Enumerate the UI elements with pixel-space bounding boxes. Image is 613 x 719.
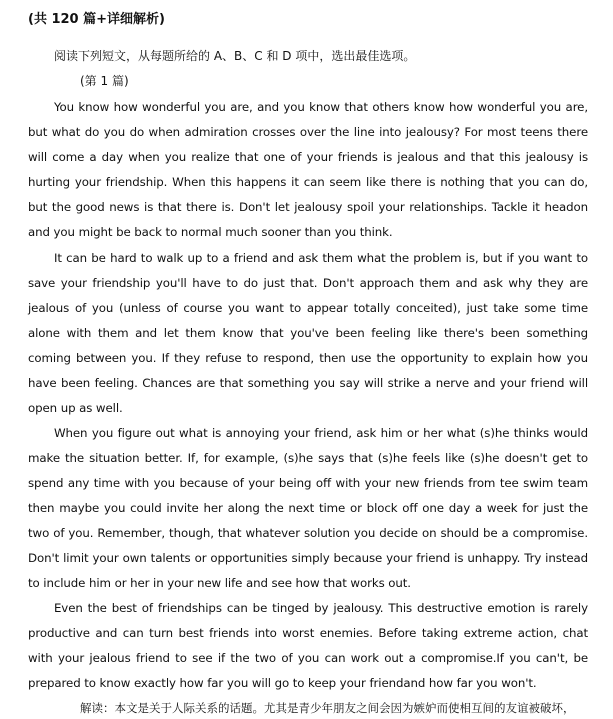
passage-paragraph-3: [28, 421, 588, 596]
paragraph-text: When you figure out what is annoying your friend, ask him or her what (s)he thinks would make the situation better. If, for example, (s)he says that (s)he feels like (s)he doesn't get to spend any time with you because of your being off with your new friends from tee swim team then maybe you could invite her along the next time or block off one day a week for just the two of you. Remember, though, that whatever solution you decide on should be a compromise. Don't limit your own talents or opportunities simply because your friend is unhappy. Try instead to include him or her in your new life and see how that works out.: [28, 426, 588, 590]
document-title: (共 120 篇+详细解析): [28, 12, 165, 27]
analysis-text: 解读：本文是关于人际关系的话题。尤其是青少年朋友之间会因为嫉妒而使相互间的友谊被破坏，: [80, 701, 575, 715]
paragraph-text: Even the best of friendships can be tinged by jealousy. This destructive emotion is rarely productive and can turn best friends into worst enemies. Before taking extreme action, chat with your jealous friend to see if the two of you can work out a compromise.If you can't, be prepared to know exactly how far you will go to keep your friendand how far you won't.: [28, 601, 588, 690]
paragraph-text: You know how wonderful you are, and you know that others know how wonderful you are, but what do you do when admiration crosses over the line into jealousy? For most teens there will come a day when you realize that one of your friends is jealous and that this jealousy is hurting your friendship. When this happens it can seem like there is nothing that you can do, but the good news is that there is. Don't let jealousy spoil your relationships. Tackle it headon and you might be back to normal much sooner than you think.: [28, 100, 588, 239]
reading-instruction: 阅读下列短文，从每题所给的 A、B、C 和 D 项中，选出最佳选项。: [54, 49, 416, 63]
passage-paragraph-4: [28, 596, 588, 696]
passage-number-label: (第 1 篇): [80, 74, 129, 88]
passage-paragraph-2: [28, 246, 588, 421]
passage-paragraph-1: [28, 95, 588, 245]
paragraph-text: It can be hard to walk up to a friend and ask them what the problem is, but if you want to save your friendship you'll have to do just that. Don't approach them and ask why they are jealous of you (unless of course you want to appear totally conceited), just take some time alone with them and let them know that you've been feeling like there's been something coming between you. If they refuse to respond, then use the opportunity to explain how you have been feeling. Chances are that something you say will strike a nerve and your friend will open up as well.: [28, 251, 588, 415]
